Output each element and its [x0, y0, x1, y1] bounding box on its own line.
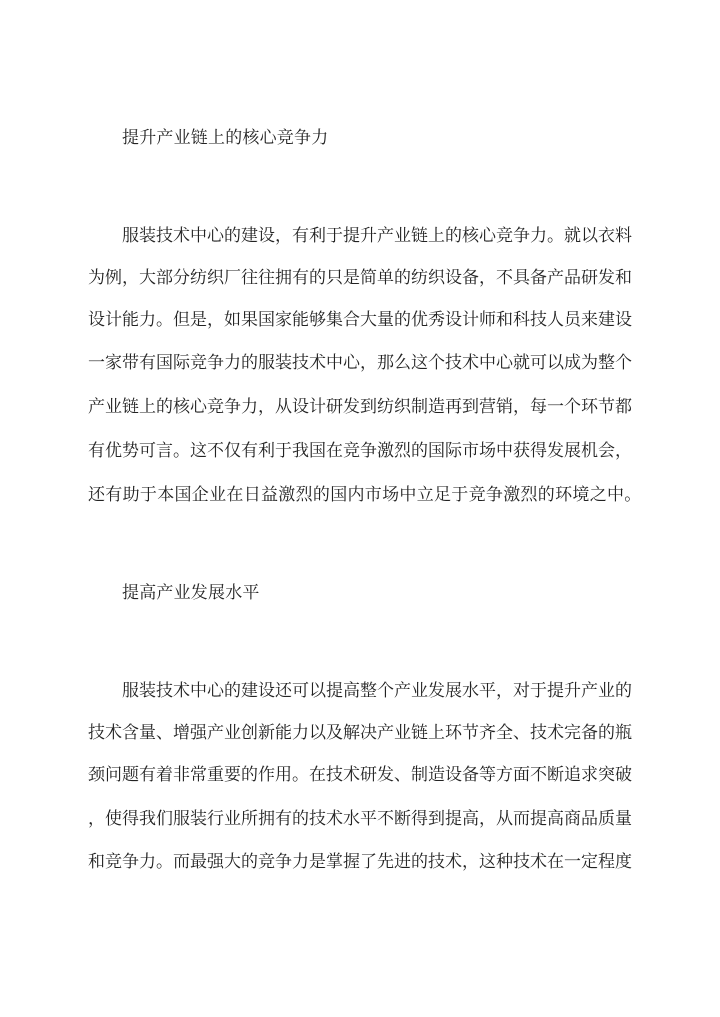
paragraph-line: 产业链上的核心竞争力，从设计研发到纺织制造再到营销，每一个环节都: [88, 397, 632, 417]
paragraph-line: 有优势可言。这不仅有利于我国在竞争激烈的国际市场中获得发展机会，: [88, 441, 632, 461]
paragraph-line: 颈问题有着非常重要的作用。在技术研发、制造设备等方面不断追求突破: [88, 765, 632, 785]
paragraph-line: 还有助于本国企业在日益激烈的国内市场中立足于竞争激烈的环境之中。: [88, 485, 642, 505]
paragraph-line: 为例，大部分纺织厂往往拥有的只是简单的纺织设备，不具备产品研发和: [88, 268, 632, 288]
section-heading-industry-level: 提高产业发展水平: [122, 583, 260, 603]
section-heading-core-competitiveness: 提升产业链上的核心竞争力: [122, 128, 329, 148]
paragraph-line: 和竞争力。而最强大的竞争力是掌握了先进的技术，这种技术在一定程度: [88, 852, 632, 872]
paragraph-line: 服装技术中心的建设，有利于提升产业链上的核心竞争力。就以衣料: [122, 226, 632, 246]
paragraph-line: 服装技术中心的建设还可以提高整个产业发展水平，对于提升产业的: [122, 681, 632, 701]
paragraph-line: 设计能力。但是，如果国家能够集合大量的优秀设计师和科技人员来建设: [88, 310, 632, 330]
paragraph-line: ，使得我们服装行业所拥有的技术水平不断得到提高，从而提高商品质量: [88, 809, 632, 829]
paragraph-line: 一家带有国际竞争力的服装技术中心，那么这个技术中心就可以成为整个: [88, 353, 632, 373]
paragraph-line: 技术含量、增强产业创新能力以及解决产业链上环节齐全、技术完备的瓶: [88, 723, 632, 743]
